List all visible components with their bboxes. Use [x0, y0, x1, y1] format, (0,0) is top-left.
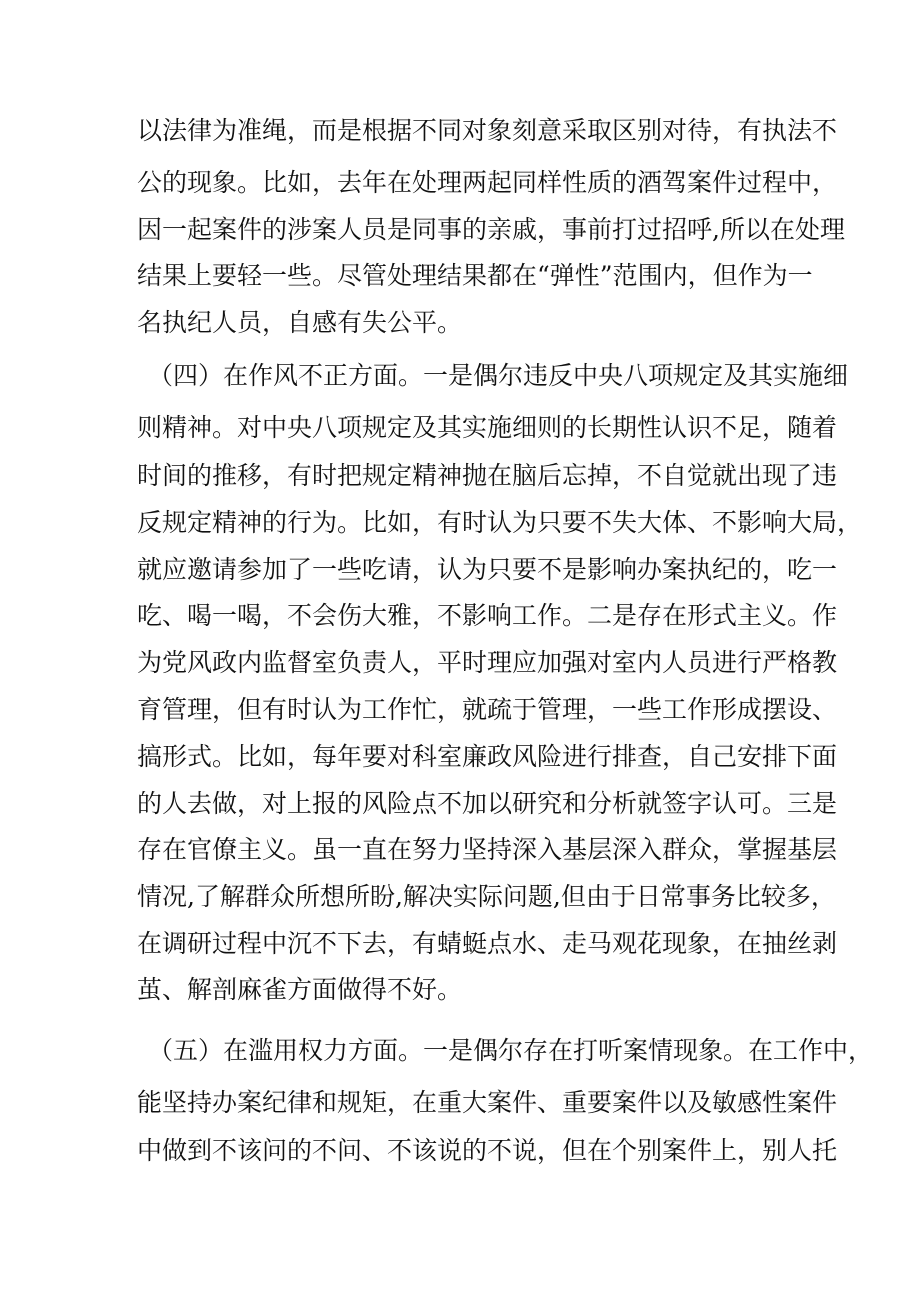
text-line: （四）在作风不正方面。一是偶尔违反中央八项规定及其实施细	[148, 361, 849, 390]
text-line: 搞形式。比如，每年要对科室廉政风险进行排查，自己安排下面	[137, 742, 838, 771]
text-line: 结果上要轻一些。尽管处理结果都在“弹性”范围内，但作为一	[137, 261, 813, 290]
text-line: 中做到不该问的不问、不该说的不说，但在个别案件上，别人托	[137, 1136, 838, 1165]
text-line: 情况,了解群众所想所盼,解决实际问题,但由于日常事务比较多，	[137, 882, 836, 911]
text-line: 的人去做，对上报的风险点不加以研究和分析就签字认可。三是	[137, 789, 838, 818]
text-line: 在调研过程中沉不下去，有蜻蜓点水、走马观花现象，在抽丝剥	[137, 929, 838, 958]
text-line: （五）在滥用权力方面。一是偶尔存在打听案情现象。在工作中，	[148, 1036, 874, 1065]
text-line: 反规定精神的行为。比如，有时认为只要不失大体、不影响大局，	[137, 508, 863, 537]
text-line: 则精神。对中央八项规定及其实施细则的长期性认识不足，随着	[137, 413, 838, 442]
text-line: 能坚持办案纪律和规矩，在重大案件、重要案件以及敏感性案件	[137, 1088, 838, 1117]
text-line: 时间的推移，有时把规定精神抛在脑后忘掉，不自觉就出现了违	[137, 461, 838, 490]
text-line: 吃、喝一喝，不会伤大雅，不影响工作。二是存在形式主义。作	[137, 601, 838, 630]
text-line: 茧、解剖麻雀方面做得不好。	[137, 975, 463, 1004]
text-line: 以法律为准绳，而是根据不同对象刻意采取区别对待，有执法不	[137, 116, 838, 145]
text-line: 为党风政内监督室负责人，平时理应加强对室内人员进行严格教	[137, 648, 838, 677]
text-line: 就应邀请参加了一些吃请，认为只要不是影响办案执纪的，吃一	[137, 555, 838, 584]
text-line: 名执纪人员，自感有失公平。	[137, 308, 463, 337]
text-line: 公的现象。比如，去年在处理两起同样性质的酒驾案件过程中，	[137, 168, 838, 197]
text-line: 存在官僚主义。虽一直在努力坚持深入基层深入群众，掌握基层	[137, 835, 838, 864]
text-line: 因一起案件的涉案人员是同事的亲戚，事前打过招呼,所以在处理	[137, 215, 845, 244]
text-line: 育管理，但有时认为工作忙，就疏于管理，一些工作形成摆设、	[137, 695, 838, 724]
